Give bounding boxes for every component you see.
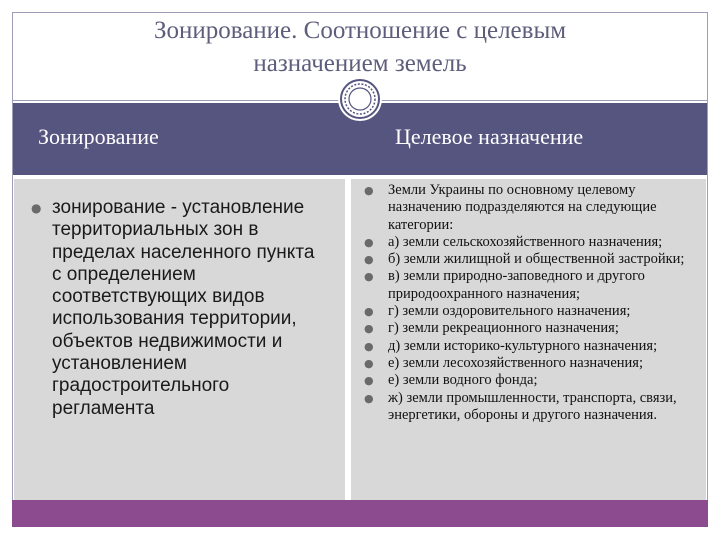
list-item — [364, 182, 704, 234]
list-item-text: в) земли природно-заповедного и другого природоохранного назначения; — [388, 268, 645, 302]
list-item — [364, 251, 704, 268]
bullet-dot-icon: ● — [364, 270, 374, 284]
land-category-list — [364, 182, 704, 424]
list-item-text: б) земли жилищной и общественной застройки; — [388, 251, 685, 268]
bullet-dot-icon: ● — [364, 184, 374, 197]
list-item-text: г) земли оздоровительного назначения; — [388, 303, 631, 320]
list-item-text: е) земли лесохозяйственного назначения; — [388, 354, 643, 371]
list-item — [364, 338, 704, 355]
list-item-text: ж) земли промышленности, транспорта, связи, энергетики, обороны и другого назначения. — [388, 389, 677, 423]
circle-ornament-icon — [337, 76, 383, 122]
bullet-dot-icon: ● — [31, 201, 42, 215]
bottom-accent-bar — [12, 500, 708, 527]
list-item — [364, 372, 704, 389]
slide-title-line-1: Зонирование. Соотношение с целевым — [153, 17, 567, 44]
bullet-dot-icon: ● — [364, 322, 374, 336]
list-item — [364, 320, 704, 337]
list-item — [364, 268, 704, 303]
list-item — [364, 355, 704, 372]
list-item — [364, 390, 704, 425]
column-header-zoning: Зонирование — [38, 124, 159, 149]
bullet-dot-icon: ● — [364, 356, 374, 370]
column-header-purpose: Целевое назначение — [395, 124, 584, 149]
list-item-text: е) земли водного фонда; — [388, 372, 538, 389]
slide-title-line-2: назначением земель — [253, 50, 467, 77]
list-item-text: Земли Украины по основному целевому назначению подразделяются на следующие категории: — [388, 182, 657, 233]
list-item-text: д) земли историко-культурного назначения; — [388, 337, 658, 354]
bullet-dot-icon: ● — [364, 305, 374, 319]
list-item-text: а) земли сельскохозяйственного назначения; — [388, 233, 663, 250]
list-item-text: г) земли рекреационного назначения; — [388, 320, 619, 337]
list-item — [364, 303, 704, 320]
bullet-dot-icon: ● — [364, 253, 374, 267]
bullet-dot-icon: ● — [364, 235, 374, 249]
list-item — [364, 234, 704, 251]
bullet-dot-icon: ● — [364, 339, 374, 353]
bullet-dot-icon: ● — [364, 374, 374, 388]
slide-title — [14, 14, 706, 80]
zoning-definition-text: зонирование - установление территориальных зон в пределах населенного пункта с определением соответствующих видов использования территории, объектов недвижимости и установлением градостроительного регламента — [52, 197, 315, 419]
bullet-dot-icon: ● — [364, 391, 374, 405]
